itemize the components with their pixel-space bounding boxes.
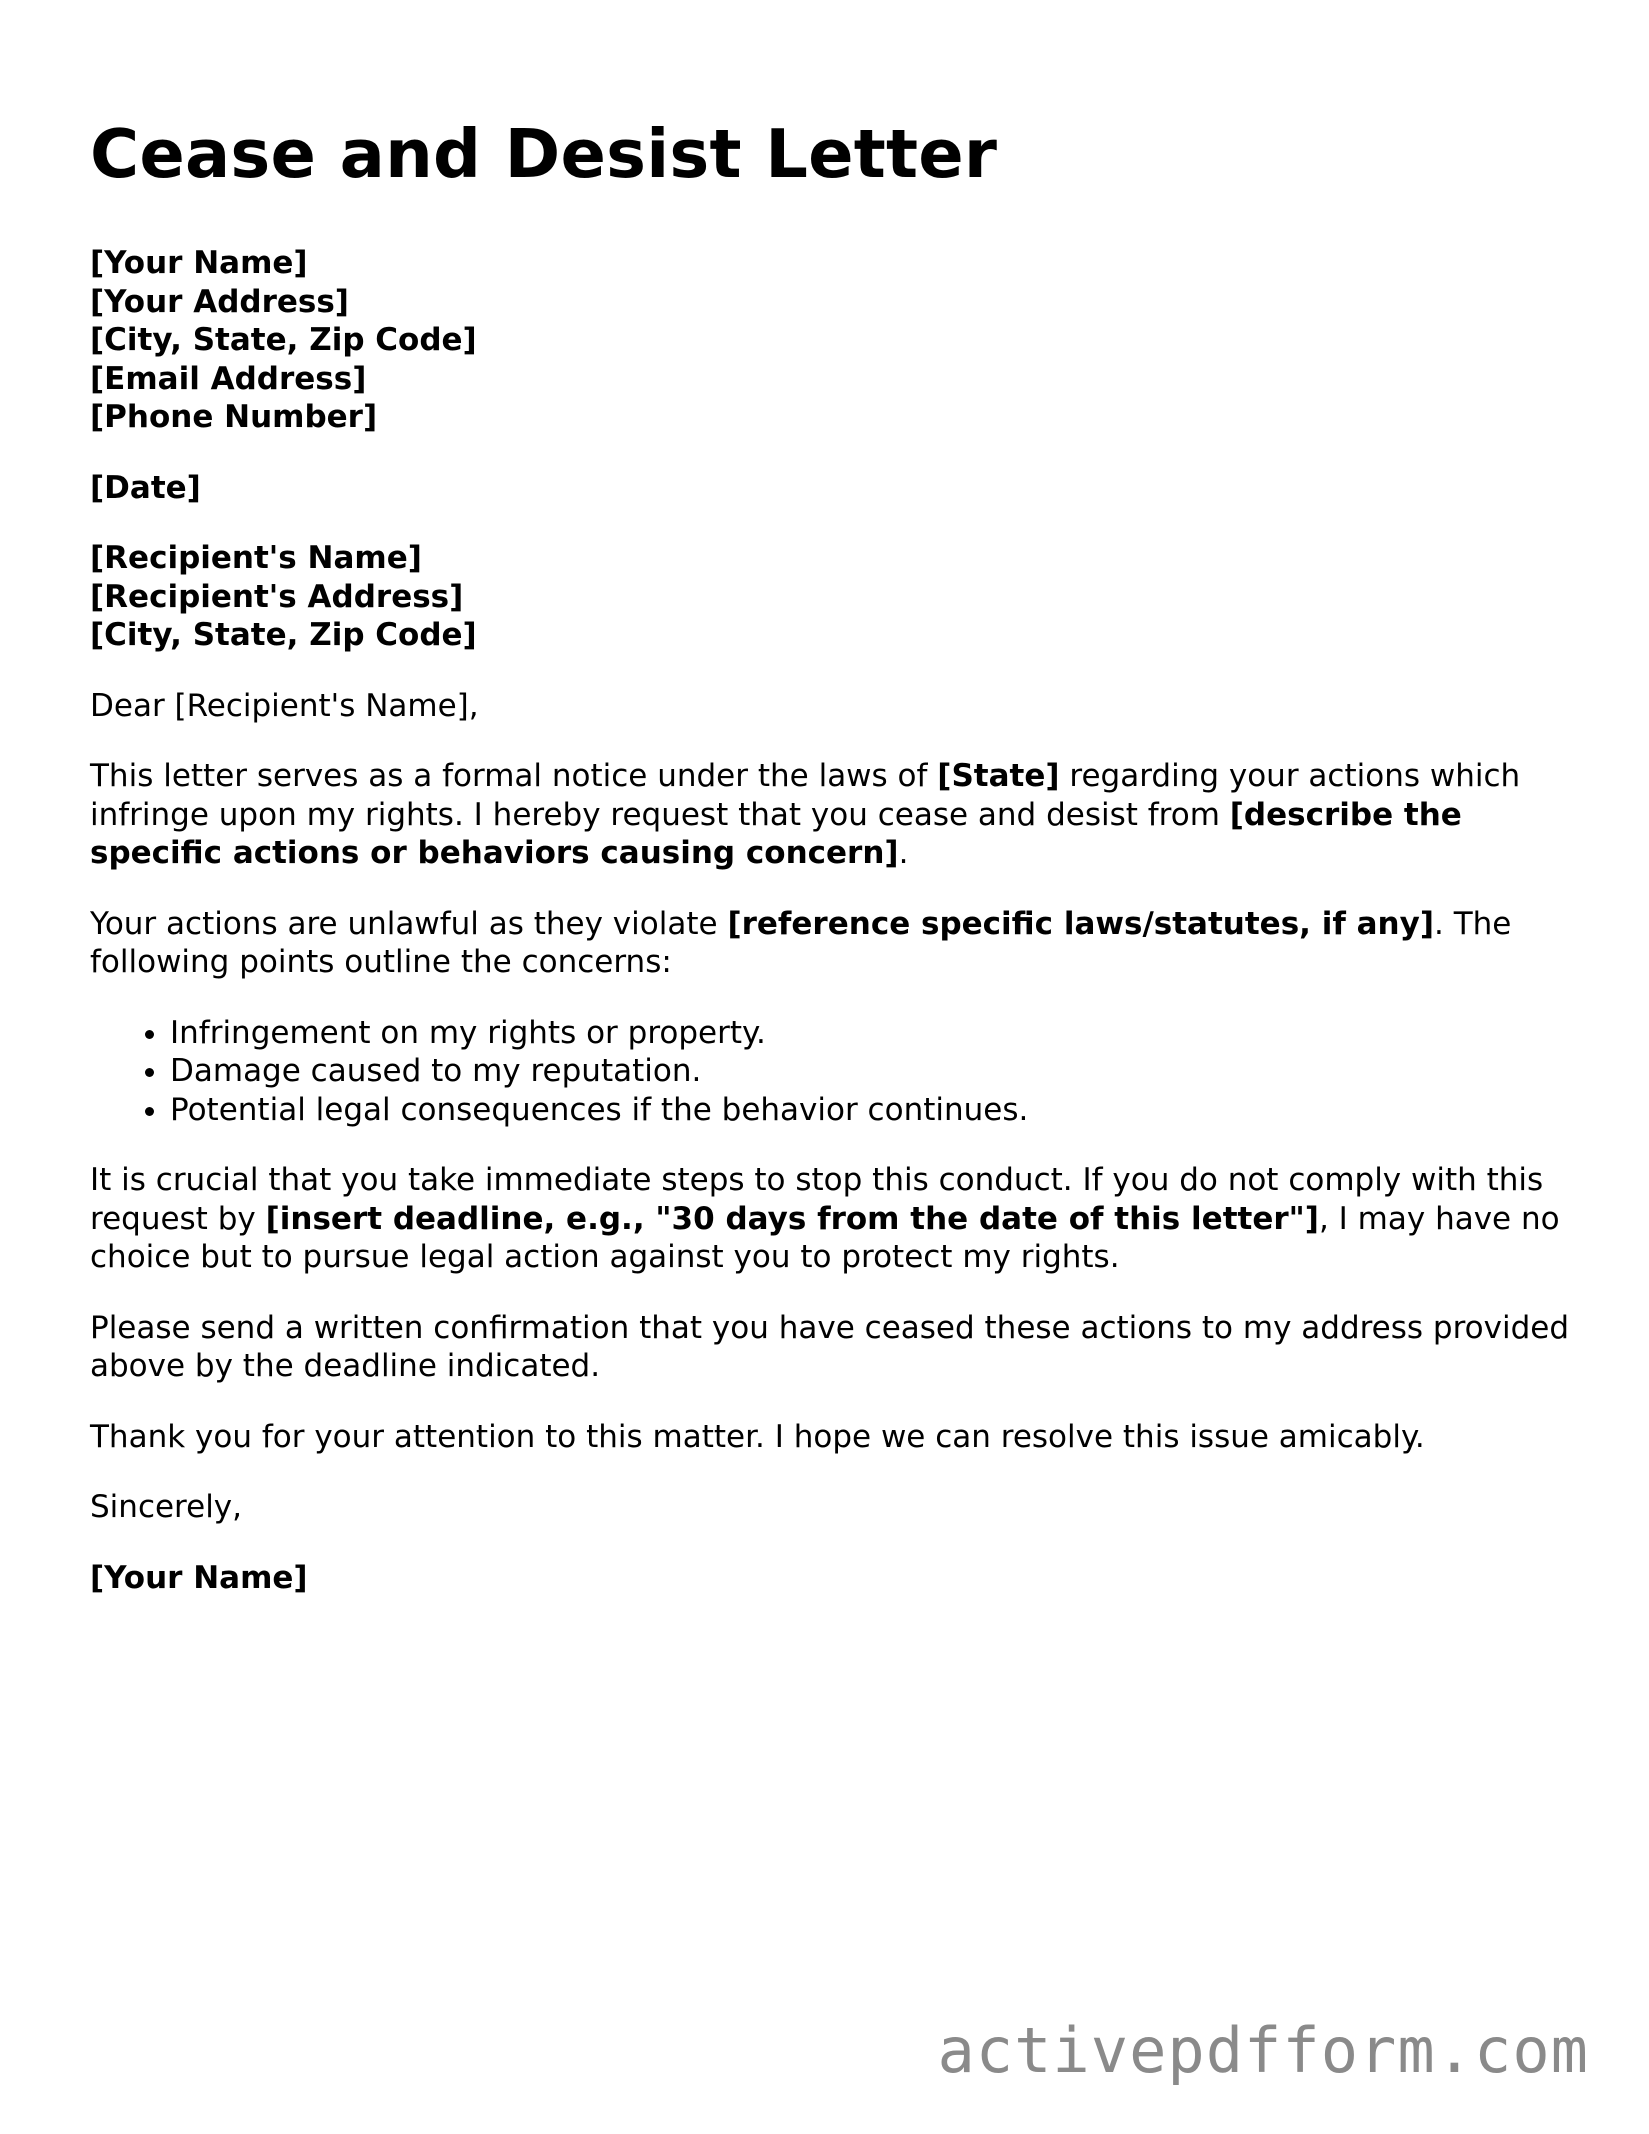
closing: Sincerely, — [90, 1489, 243, 1525]
list-item: • Infringement on my rights or property. — [170, 1014, 1570, 1053]
deadline-text-1: It is crucial that you take immediate steps to stop this conduct. If you do not comply with this request by — [90, 1162, 1544, 1237]
sender-email: [Email Address] — [90, 360, 367, 397]
notice-state-placeholder: [State] — [937, 758, 1060, 794]
unlawful-text-1: Your actions are unlawful as they violate — [90, 905, 728, 942]
page-title: Cease and Desist Letter — [90, 115, 998, 193]
sender-block — [90, 244, 1570, 437]
sender-city-state-zip: [City, State, Zip Code] — [90, 322, 477, 358]
paragraph-deadline — [90, 1161, 1570, 1277]
sender-name: [Your Name] — [90, 245, 308, 281]
watermark-text: activepdfform.com — [937, 2014, 1589, 2087]
recipient-block — [90, 539, 1570, 655]
letter-page — [90, 112, 1570, 1597]
paragraph-confirmation: Please send a written confirmation that you have ceased these actions to my address provided above by the deadline indicated. — [90, 1309, 1570, 1384]
recipient-name: [Recipient's Name] — [90, 540, 422, 576]
salutation: Dear [Recipient's Name], — [90, 687, 479, 724]
sender-address: [Your Address] — [90, 283, 349, 320]
notice-text-3: . — [898, 835, 909, 871]
deadline-text-2: , I may have no choice but to pursue legal action against you to protect my rights. — [90, 1200, 1560, 1275]
signature-name: [Your Name] — [90, 1559, 308, 1596]
list-item: • Damage caused to my reputation. — [170, 1052, 1570, 1091]
concerns-list — [90, 1014, 1570, 1130]
unlawful-laws-placeholder: [reference specific laws/statutes, if any] — [727, 905, 1434, 942]
paragraph-unlawful — [90, 905, 1570, 982]
list-item: • Potential legal consequences if the behavior continues. — [170, 1091, 1570, 1130]
notice-actions-placeholder: [describe the specific actions or behaviors causing concern] — [90, 796, 1462, 871]
notice-text-1: This letter serves as a formal notice under the laws of — [90, 758, 938, 794]
notice-text-2: regarding your actions which infringe upon my rights. I hereby request that you cease and desist from — [90, 758, 1521, 833]
recipient-city-state-zip: [City, State, Zip Code] — [90, 617, 477, 653]
sender-phone: [Phone Number] — [90, 399, 378, 435]
paragraph-thanks: Thank you for your attention to this matter. I hope we can resolve this issue amicably. — [90, 1418, 1425, 1455]
recipient-address: [Recipient's Address] — [90, 578, 464, 615]
unlawful-text-2: . The following points outline the concerns: — [90, 905, 1512, 980]
deadline-placeholder: [insert deadline, e.g., "30 days from the date of this letter"] — [265, 1200, 1319, 1237]
letter-date: [Date] — [90, 469, 201, 506]
paragraph-notice — [90, 757, 1570, 873]
